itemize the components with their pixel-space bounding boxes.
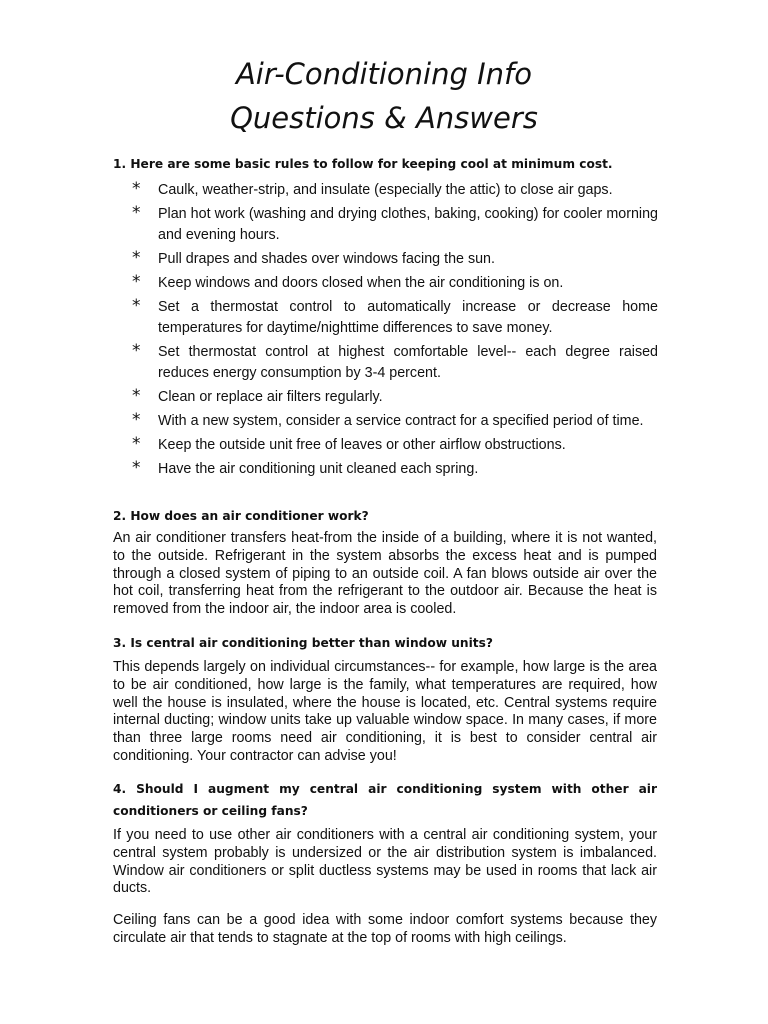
asterisk-bullet-icon: * [132, 272, 141, 292]
asterisk-bullet-icon: * [132, 410, 141, 430]
asterisk-bullet-icon: * [132, 434, 141, 454]
list-item-text: Pull drapes and shades over windows facing the sun. [158, 251, 495, 267]
list-item [128, 342, 658, 384]
list-item [128, 411, 658, 432]
asterisk-bullet-icon: * [132, 296, 141, 316]
document-title-line-1: Air-Conditioning Info [235, 57, 533, 91]
list-item-text: Keep the outside unit free of leaves or other airflow obstructions. [158, 437, 566, 453]
document-title-line-2: Questions & Answers [230, 101, 538, 135]
question-2-answer: An air conditioner transfers heat-from the inside of a building, where it is not wanted, to the outside. Refrigerant in the system absorbs the excess heat and is pumped through a closed system of piping to an outside coil. A fan blows outside air over the hot coil, transferring heat from the refrigerant to the outdoor air. Because the heat is removed from the indoor air, the indoor area is cooled. [113, 530, 657, 618]
asterisk-bullet-icon: * [132, 248, 141, 268]
list-item-text: With a new system, consider a service contract for a specified period of time. [158, 413, 644, 429]
list-item-text: Caulk, weather-strip, and insulate (especially the attic) to close air gaps. [158, 182, 613, 198]
asterisk-bullet-icon: * [132, 386, 141, 406]
list-item-text: Plan hot work (washing and drying clothes, baking, cooking) for cooler morning and evening hours. [158, 206, 658, 243]
list-item [128, 273, 658, 294]
list-item [128, 180, 658, 201]
asterisk-bullet-icon: * [132, 341, 141, 361]
list-item-text: Have the air conditioning unit cleaned each spring. [158, 461, 479, 477]
list-item-text: Clean or replace air filters regularly. [158, 389, 383, 405]
list-item-text: Set a thermostat control to automatically increase or decrease home temperatures for daytime/nighttime differences to save money. [158, 299, 658, 336]
question-4-answer-paragraph-1: If you need to use other air conditioners with a central air conditioning system, your central system probably is undersized or the air distribution system is imbalanced. Window air conditioners or split ductless systems may be used in rooms that lack air ducts. [113, 827, 657, 897]
list-item-text: Keep windows and doors closed when the air conditioning is on. [158, 275, 564, 291]
list-item [128, 249, 658, 270]
asterisk-bullet-icon: * [132, 179, 141, 199]
asterisk-bullet-icon: * [132, 203, 141, 223]
list-item [128, 459, 658, 480]
list-item [128, 387, 658, 408]
list-item [128, 204, 658, 246]
question-1-heading: 1. Here are some basic rules to follow for keeping cool at minimum cost. [113, 157, 613, 171]
question-3-answer: This depends largely on individual circumstances-- for example, how large is the area to be air conditioned, how large is the family, what temperatures are required, how well the house is insulated, where the house is located, etc. Central systems require internal ducting; window units take up valuable window space. In many cases, if more than three large rooms need air conditioning, it is best to consider central air conditioning. Your contractor can advise you! [113, 659, 657, 764]
asterisk-bullet-icon: * [132, 458, 141, 478]
question-2-heading: 2. How does an air conditioner work? [113, 509, 369, 523]
question-4-heading: 4. Should I augment my central air conditioning system with other air conditioners or ceiling fans? [113, 782, 657, 818]
question-3-heading: 3. Is central air conditioning better than window units? [113, 636, 493, 650]
list-item [128, 435, 658, 456]
cooling-tips-list [128, 180, 658, 483]
question-4-answer-paragraph-2: Ceiling fans can be a good idea with some indoor comfort systems because they circulate air that tends to stagnate at the top of rooms with high ceilings. [113, 912, 657, 946]
list-item-text: Set thermostat control at highest comfortable level-- each degree raised reduces energy consumption by 3-4 percent. [158, 344, 658, 381]
list-item [128, 297, 658, 339]
